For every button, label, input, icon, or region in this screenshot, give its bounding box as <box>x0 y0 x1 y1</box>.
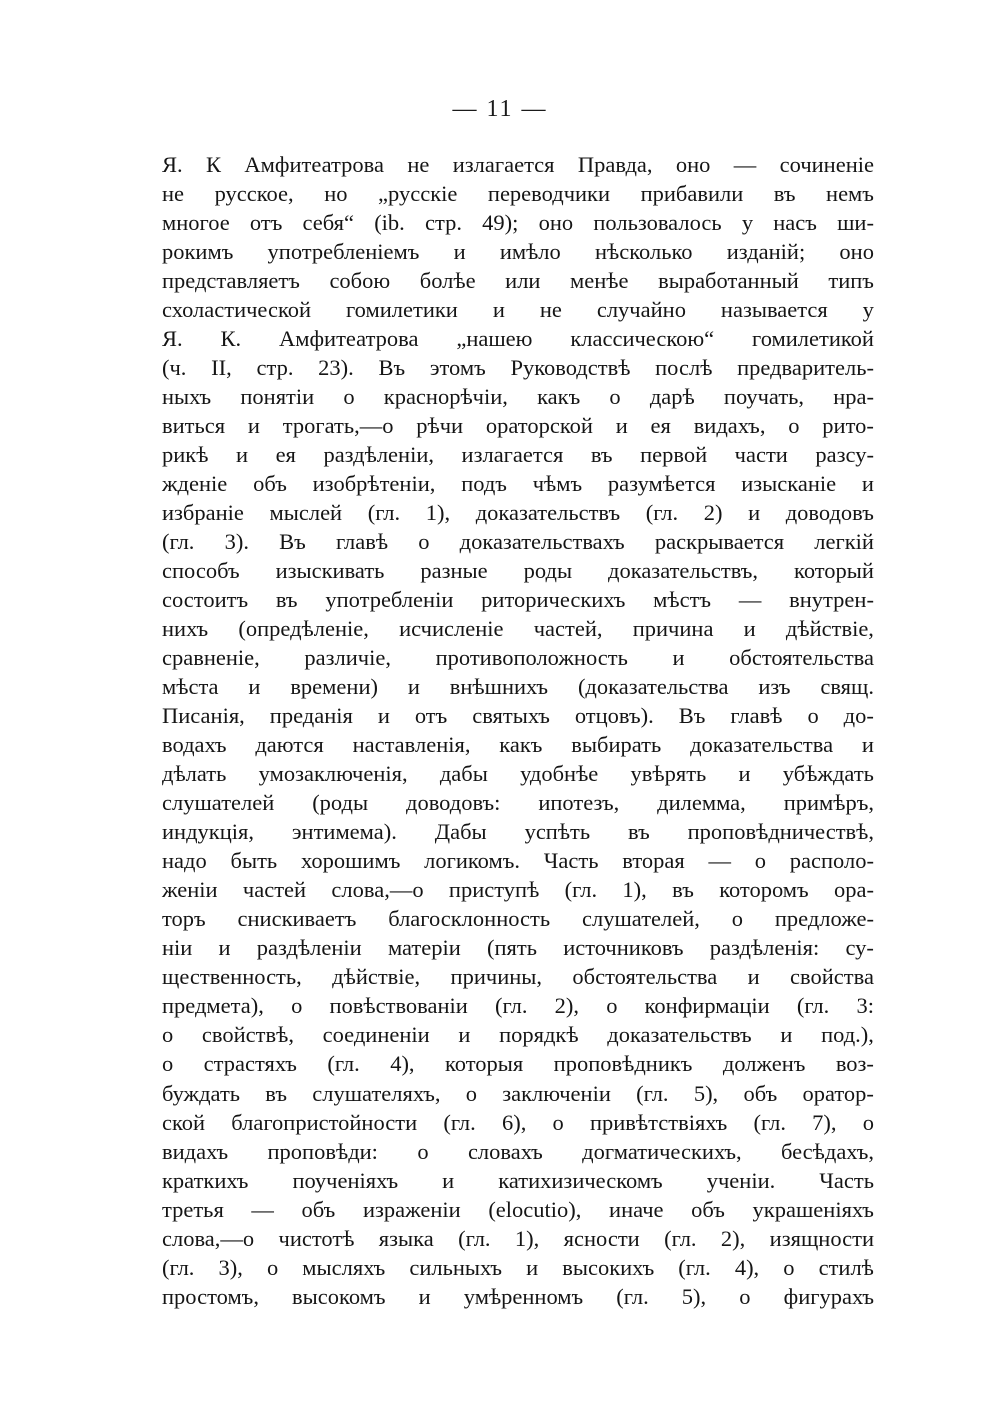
page-number: — 11 — <box>452 96 548 122</box>
text-line: щественность, дѣйствіе, причины, обстоятельства и свойства <box>162 964 874 990</box>
text-line: предмета), о повѣствованіи (гл. 2), о конфирмаціи (гл. 3: <box>162 993 874 1019</box>
text-line: третья — объ израженіи (elocutio), иначе объ украшеніяхъ <box>162 1196 874 1222</box>
text-line: нихъ (опредѣленіе, исчисленіе частей, причина и дѣйствіе, <box>162 616 874 642</box>
text-line: мѣста и времени) и внѣшнихъ (доказательства изъ свящ. <box>162 674 874 700</box>
text-line: рокимъ употребленіемъ и имѣло нѣсколько изданій; оно <box>162 239 874 265</box>
text-line: буждать въ слушателяхъ, о заключеніи (гл. 5), объ оратор- <box>162 1080 874 1106</box>
text-line: о страстяхъ (гл. 4), которыя проповѣдникъ долженъ воз- <box>162 1051 874 1077</box>
text-line: торъ снискиваетъ благосклонность слушателей, о предложе- <box>162 906 874 932</box>
text-line: сравненіе, различіе, противоположность и обстоятельства <box>162 645 874 671</box>
text-line: рикѣ и ея раздѣленіи, излагается въ первой части разсу- <box>162 442 874 468</box>
text-line: слушателей (роды доводовъ: ипотезъ, дилемма, примѣръ, <box>162 790 874 816</box>
text-line: краткихъ поученіяхъ и катихизическомъ ученіи. Часть <box>162 1167 874 1193</box>
text-line: представляетъ собою болѣе или менѣе выработанный типъ <box>162 268 874 294</box>
text-line: индукція, энтимема). Дабы успѣть въ проповѣдничествѣ, <box>162 819 874 845</box>
text-line: Писанія, преданія и отъ святыхъ отцовъ). Въ главѣ о до- <box>162 703 874 729</box>
text-line: водахъ даются наставленія, какъ выбирать доказательства и <box>162 732 874 758</box>
text-line: (гл. 3), о мысляхъ сильныхъ и высокихъ (гл. 4), о стилѣ <box>162 1254 874 1280</box>
text-line: надо быть хорошимъ логикомъ. Часть вторая — о располо- <box>162 848 874 874</box>
text-line: Я. К. Амфитеатрова „нашею классическою“ гомилетикой <box>162 326 874 352</box>
text-line: Я. К Амфитеатрова не излагается Правда, оно — сочиненіе <box>162 152 874 177</box>
text-line: состоитъ въ употребленіи риторическихъ мѣстъ — внутрен- <box>162 587 874 613</box>
text-line: избраніе мыслей (гл. 1), доказательствъ (гл. 2) и доводовъ <box>162 500 874 526</box>
text-line: о свойствѣ, соединеніи и порядкѣ доказательствъ и под.), <box>162 1022 874 1048</box>
text-line: жденіе объ изобрѣтеніи, подъ чѣмъ разумѣется изысканіе и <box>162 471 874 497</box>
text-line: ныхъ понятіи о краснорѣчіи, какъ о дарѣ поучать, нра- <box>162 384 874 410</box>
text-line: женіи частей слова,—о приступѣ (гл. 1), въ которомъ ора- <box>162 877 874 903</box>
text-line: слова,—о чистотѣ языка (гл. 1), ясности (гл. 2), изящности <box>162 1225 874 1251</box>
text-line: простомъ, высокомъ и умѣренномъ (гл. 5), о фигурахъ <box>162 1283 874 1309</box>
text-line: (ч. II, стр. 23). Въ этомъ Руководствѣ послѣ предваритель- <box>162 355 874 381</box>
text-line: ской благопристойности (гл. 6), о привѣтствіяхъ (гл. 7), о <box>162 1109 874 1135</box>
text-line: дѣлать умозаключенія, дабы удобнѣе увѣрять и убѣждать <box>162 761 874 787</box>
body-text <box>162 150 874 1311</box>
text-line: виться и трогать,—о рѣчи ораторской и ея видахъ, о рито- <box>162 413 874 439</box>
text-line: не русское, но „русскіе переводчики прибавили въ немъ <box>162 181 874 207</box>
text-line: способъ изыскивать разные роды доказательствъ, который <box>162 558 874 584</box>
text-line: ніи и раздѣленіи матеріи (пять источниковъ раздѣленія: су- <box>162 935 874 961</box>
text-line: схоластической гомилетики и не случайно называется у <box>162 297 874 323</box>
text-line: многое отъ себя“ (ib. стр. 49); оно пользовалось у насъ ши- <box>162 210 874 236</box>
text-line: (гл. 3). Въ главѣ о доказательствахъ раскрывается легкій <box>162 529 874 555</box>
text-line: видахъ проповѣди: о словахъ догматическихъ, бесѣдахъ, <box>162 1138 874 1164</box>
